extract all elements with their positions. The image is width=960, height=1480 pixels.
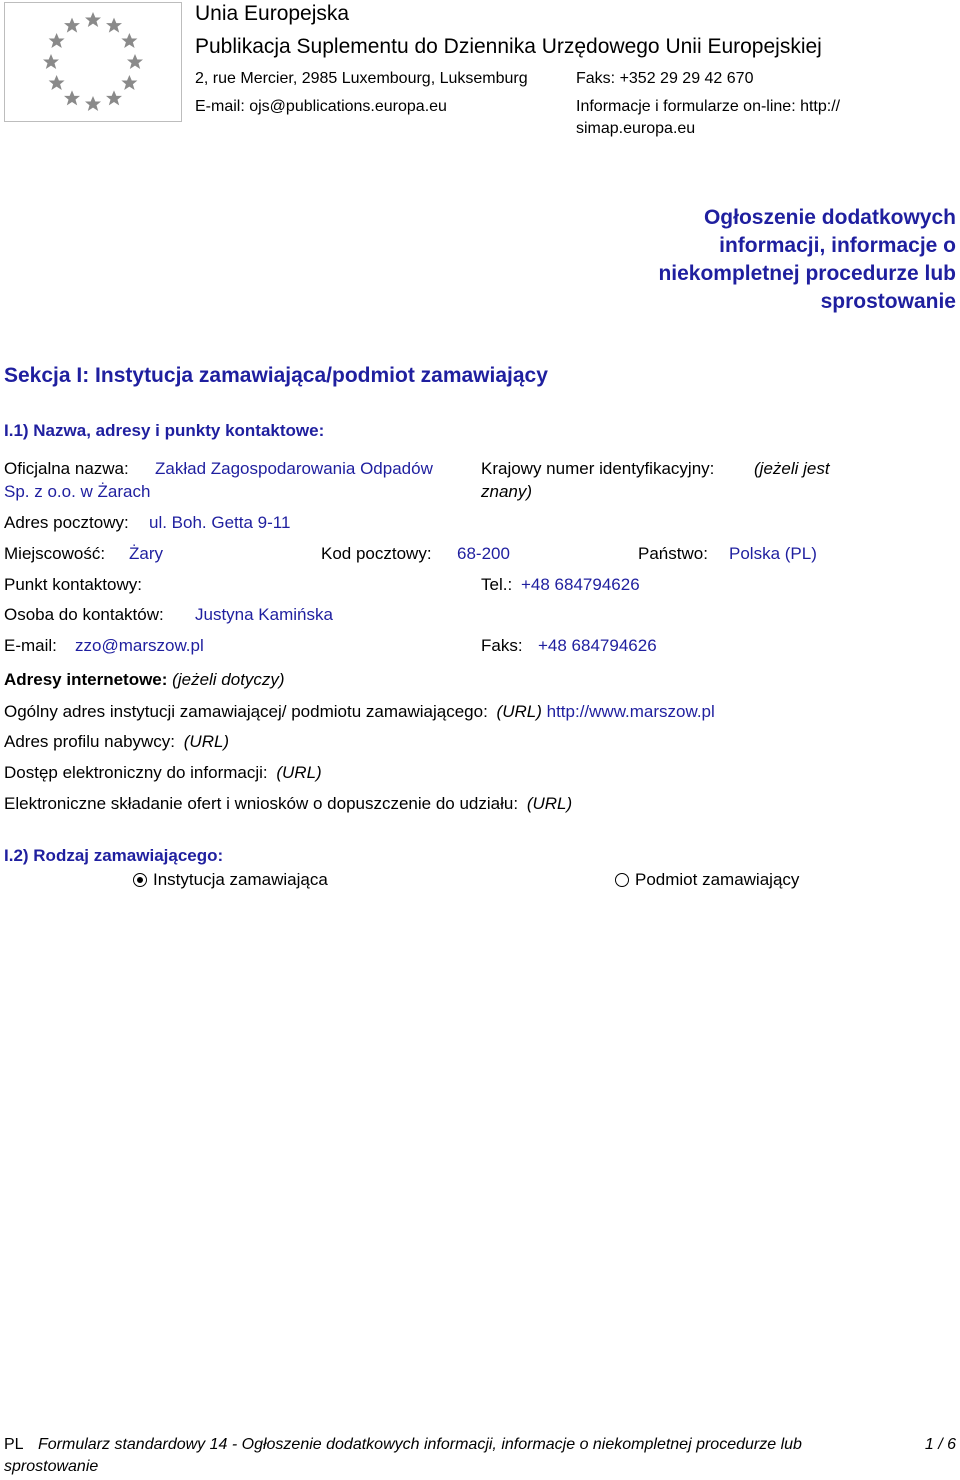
email-label: E-mail: — [4, 636, 57, 655]
email-value[interactable]: zzo@marszow.pl — [75, 636, 204, 655]
eu-star-icon — [43, 54, 59, 69]
subsection-2-title: I.2) Rodzaj zamawiającego: — [4, 846, 224, 865]
header-fax: Faks: +352 29 29 42 670 — [576, 70, 754, 87]
internet-addresses-note: (jeżeli dotyczy) — [172, 670, 285, 689]
general-url-link[interactable]: http://www.marszow.pl — [546, 702, 715, 721]
eu-star-icon — [121, 33, 137, 48]
general-url-label: Ogólny adres instytucji zamawiającej/ podmiotu zamawiającego: — [4, 702, 488, 721]
option-contracting-entity-label: Podmiot zamawiający — [635, 870, 800, 889]
official-name-value-line1: Zakład Zagospodarowania Odpadów — [155, 459, 433, 478]
eu-flag-stars-icon — [5, 3, 181, 121]
radio-selected-icon[interactable] — [133, 873, 147, 887]
footer-lang: PL — [4, 1436, 24, 1453]
header-publication: Publikacja Suplementu do Dziennika Urzędowego Unii Europejskiej — [195, 35, 822, 58]
radio-unselected-icon[interactable] — [615, 873, 629, 887]
option-contracting-authority[interactable] — [133, 870, 328, 890]
internet-addresses-row — [4, 670, 285, 690]
official-name-value-line2: Sp. z o.o. w Żarach — [4, 482, 151, 501]
electronic-submission-label: Elektroniczne składanie ofert i wniosków o dopuszczenie do udziału: — [4, 794, 519, 813]
footer-form-name-line2: sprostowanie — [4, 1458, 99, 1475]
electronic-access-row — [4, 763, 322, 783]
notice-title: Ogłoszenie dodatkowych informacji, informacje o niekompletnej procedurze lub sprostowanie — [658, 206, 956, 313]
option-contracting-authority-label: Instytucja zamawiająca — [153, 870, 328, 889]
electronic-access-label: Dostęp elektroniczny do informacji: — [4, 763, 268, 782]
national-id-note-line2: znany) — [481, 482, 533, 501]
subsection-1-title: I.1) Nazwa, adresy i punkty kontaktowe: — [4, 421, 325, 440]
eu-star-icon — [64, 90, 80, 105]
buyer-profile-label: Adres profilu nabywcy: — [4, 732, 176, 751]
tel-label: Tel.: — [481, 575, 513, 594]
postal-address-value: ul. Boh. Getta 9-11 — [149, 513, 291, 532]
eu-star-icon — [121, 75, 137, 90]
official-name-label: Oficjalna nazwa: — [4, 459, 129, 478]
eu-star-icon — [85, 96, 101, 111]
electronic-submission-note: (URL) — [526, 794, 573, 813]
fax-label: Faks: — [481, 636, 523, 655]
general-url-note: (URL) — [496, 702, 542, 721]
header-online-line2: simap.europa.eu — [576, 120, 696, 137]
contact-point-label: Punkt kontaktowy: — [4, 575, 142, 594]
country-value: Polska (PL) — [729, 544, 817, 563]
eu-star-icon — [127, 54, 143, 69]
option-contracting-entity[interactable] — [615, 870, 799, 890]
eu-star-icon — [49, 33, 65, 48]
header-address: 2, rue Mercier, 2985 Luxembourg, Luksemburg — [195, 70, 528, 87]
eu-star-icon — [64, 18, 80, 33]
postcode-value: 68-200 — [457, 544, 510, 563]
eu-star-icon — [85, 12, 101, 27]
postal-address-label: Adres pocztowy: — [4, 513, 129, 532]
eu-flag-logo — [4, 2, 182, 122]
general-url-row — [4, 702, 715, 722]
footer-page-number: 1 / 6 — [924, 1436, 956, 1453]
national-id-label: Krajowy numer identyfikacyjny: — [481, 459, 715, 478]
contact-person-label: Osoba do kontaktów: — [4, 605, 164, 624]
eu-star-icon — [106, 90, 122, 105]
town-label: Miejscowość: — [4, 544, 106, 563]
fax-value: +48 684794626 — [538, 636, 657, 655]
buyer-profile-row — [4, 732, 229, 752]
eu-star-icon — [49, 75, 65, 90]
eu-star-icon — [106, 18, 122, 33]
header-email: E-mail: ojs@publications.europa.eu — [195, 98, 447, 115]
buyer-profile-note: (URL) — [183, 732, 230, 751]
contact-person-value: Justyna Kamińska — [195, 605, 333, 624]
header-online-line1: Informacje i formularze on-line: http:// — [576, 98, 841, 115]
postcode-label: Kod pocztowy: — [321, 544, 432, 563]
electronic-access-note: (URL) — [276, 763, 322, 782]
footer-form-name-line1: Formularz standardowy 14 - Ogłoszenie dodatkowych informacji, informacje o niekompletnej procedurze lub — [38, 1436, 802, 1453]
town-value: Żary — [129, 544, 163, 563]
section-title: Sekcja I: Instytucja zamawiająca/podmiot zamawiający — [4, 364, 548, 387]
country-label: Państwo: — [638, 544, 708, 563]
internet-addresses-label: Adresy internetowe: — [4, 670, 168, 689]
electronic-submission-row — [4, 794, 572, 814]
national-id-note-line1: (jeżeli jest — [754, 459, 830, 478]
tel-value: +48 684794626 — [521, 575, 640, 594]
header-org: Unia Europejska — [195, 2, 350, 25]
